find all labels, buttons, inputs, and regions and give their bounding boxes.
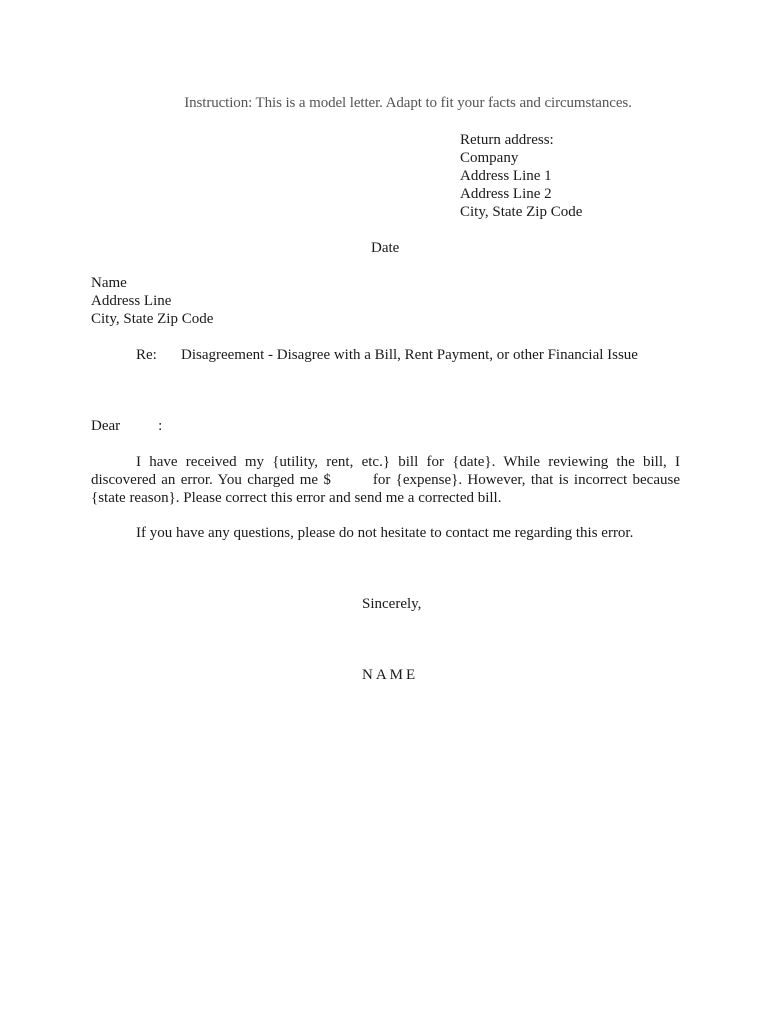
recipient-name: Name bbox=[91, 275, 127, 291]
salutation-greeting: Dear bbox=[91, 418, 121, 434]
subject-label: Re: bbox=[136, 347, 157, 363]
return-address-line-2: Address Line 2 bbox=[460, 186, 552, 202]
signature-name: NAME bbox=[362, 667, 419, 683]
recipient-city-state-zip: City, State Zip Code bbox=[91, 311, 214, 327]
recipient-address-line: Address Line bbox=[91, 293, 172, 309]
subject-text: Disagreement - Disagree with a Bill, Rent Payment, or other Financial Issue bbox=[181, 347, 638, 363]
body-paragraph-1-part-1: I have received my {utility, rent, etc.} bill for {date}. While reviewing the bill, I discovered an error. You charged me $ bbox=[91, 454, 680, 488]
return-address-label: Return address: bbox=[460, 132, 554, 148]
salutation-colon: : bbox=[158, 418, 163, 434]
instruction-note: Instruction: This is a model letter. Adapt to fit your facts and circumstances. bbox=[184, 95, 632, 111]
closing: Sincerely, bbox=[362, 596, 422, 612]
letter-date: Date bbox=[371, 240, 400, 256]
body-paragraph-2: If you have any questions, please do not hesitate to contact me regarding this error. bbox=[136, 525, 634, 541]
salutation bbox=[91, 417, 162, 435]
return-address-line-1: Address Line 1 bbox=[460, 168, 552, 184]
return-address-city-state-zip: City, State Zip Code bbox=[460, 204, 583, 220]
body-paragraph-1 bbox=[91, 453, 680, 507]
body-paragraph-1-part-2: for {expense}. However, that is incorrect because {state reason}. Please correct this error and send me a corrected bill. bbox=[91, 472, 680, 506]
return-address-company: Company bbox=[460, 150, 519, 166]
recipient-address-block bbox=[91, 274, 391, 328]
return-address-block bbox=[460, 131, 720, 221]
subject-line bbox=[136, 346, 638, 364]
